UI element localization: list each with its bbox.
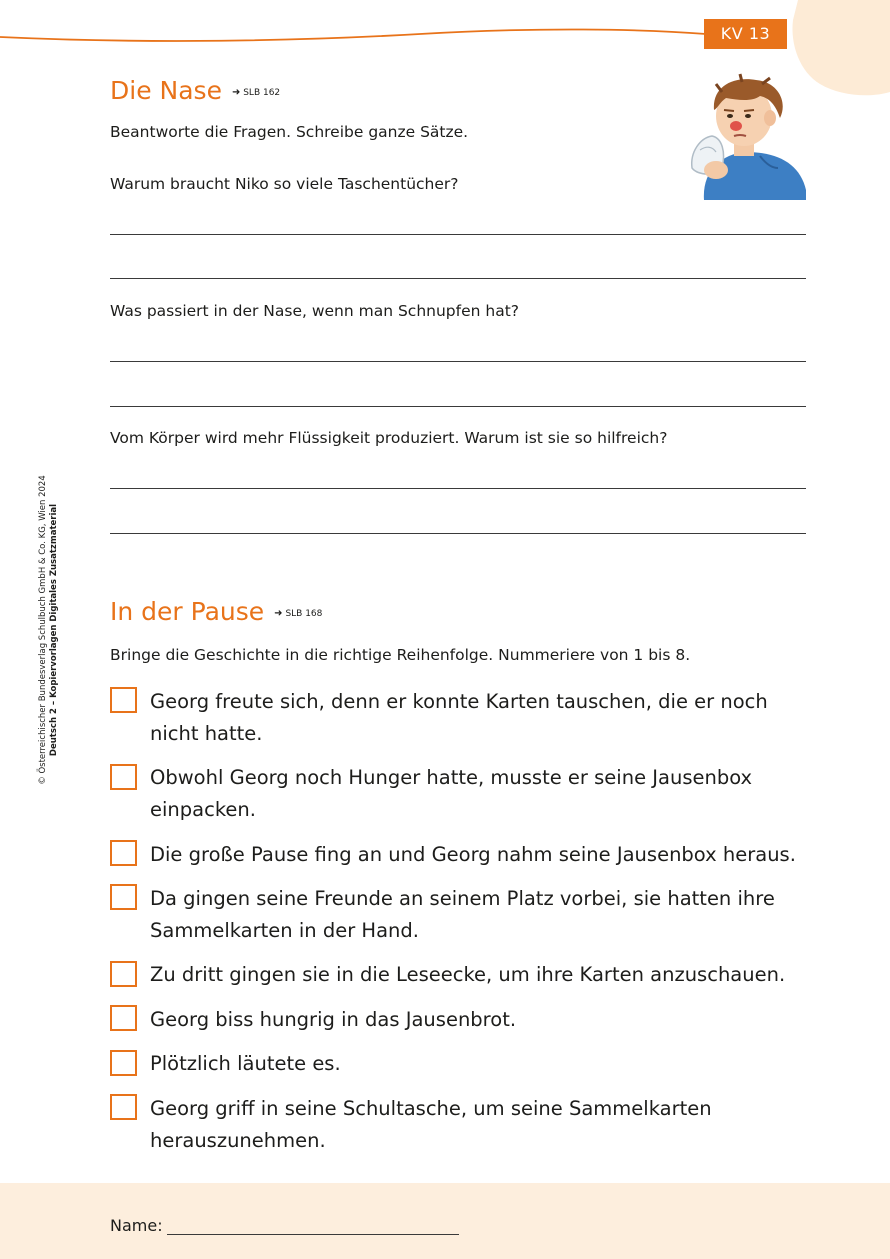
answer-line[interactable] — [110, 234, 806, 235]
order-number-box[interactable] — [110, 1094, 137, 1120]
order-number-box[interactable] — [110, 687, 137, 713]
boy-with-tissue-illustration — [682, 72, 810, 200]
story-item: Georg freute sich, denn er konnte Karten tauschen, die er noch nicht hatte. — [150, 690, 768, 745]
order-number-box[interactable] — [110, 961, 137, 987]
story-item: Georg griff in seine Schultasche, um seine Sammelkarten herauszunehmen. — [150, 1097, 712, 1152]
question-1: Warum braucht Niko so viele Taschentücher? — [110, 175, 459, 193]
order-number-box[interactable] — [110, 884, 137, 910]
page-reference — [274, 609, 322, 619]
order-number-box[interactable] — [110, 764, 137, 790]
answer-line[interactable] — [110, 406, 806, 407]
series-text: Deutsch 2 – Kopiervorlagen Digitales Zusatzmaterial — [49, 503, 59, 757]
story-item: Plötzlich läutete es. — [150, 1052, 341, 1075]
story-item: Georg biss hungrig in das Jausenbrot. — [150, 1008, 517, 1031]
order-number-box[interactable] — [110, 840, 137, 866]
story-item: Zu dritt gingen sie in die Leseecke, um ihre Karten anzuschauen. — [150, 963, 786, 986]
reference-text: SLB 168 — [285, 608, 323, 619]
instruction-text: Bringe die Geschichte in die richtige Reihenfolge. Nummeriere von 1 bis 8. — [110, 646, 691, 664]
order-number-box[interactable] — [110, 1050, 137, 1076]
section-title-text: In der Pause — [110, 597, 265, 626]
reference-text: SLB 162 — [243, 87, 281, 98]
answer-line[interactable] — [110, 278, 806, 279]
story-item: Die große Pause fing an und Georg nahm seine Jausenbox heraus. — [150, 843, 796, 866]
copyright-text: © Österreichischer Bundesverlag Schulbuch GmbH & Co. KG, Wien 2024 — [38, 475, 48, 785]
section-title-pause — [110, 597, 322, 626]
section-title-nase — [110, 76, 280, 105]
instruction-text: Beantworte die Fragen. Schreibe ganze Sätze. — [110, 123, 469, 141]
name-label: Name: — [110, 1216, 163, 1235]
answer-line[interactable] — [110, 533, 806, 534]
story-item: Da gingen seine Freunde an seinem Platz vorbei, sie hatten ihre Sammelkarten in der Hand. — [150, 887, 775, 942]
name-input-line[interactable] — [167, 1234, 459, 1235]
header-curve — [0, 0, 710, 50]
worksheet-badge: KV 13 — [704, 19, 787, 49]
question-2: Was passiert in der Nase, wenn man Schnupfen hat? — [110, 302, 520, 320]
section-title-text: Die Nase — [110, 76, 222, 105]
story-item: Obwohl Georg noch Hunger hatte, musste er seine Jausenbox einpacken. — [150, 766, 753, 821]
question-3: Vom Körper wird mehr Flüssigkeit produziert. Warum ist sie so hilfreich? — [110, 429, 668, 447]
arrow-right-icon: ➜ — [274, 607, 283, 619]
side-publisher-text — [38, 465, 60, 795]
answer-line[interactable] — [110, 488, 806, 489]
arrow-right-icon: ➜ — [231, 86, 241, 98]
order-number-box[interactable] — [110, 1005, 137, 1031]
answer-line[interactable] — [110, 361, 806, 362]
page-reference — [232, 88, 280, 98]
